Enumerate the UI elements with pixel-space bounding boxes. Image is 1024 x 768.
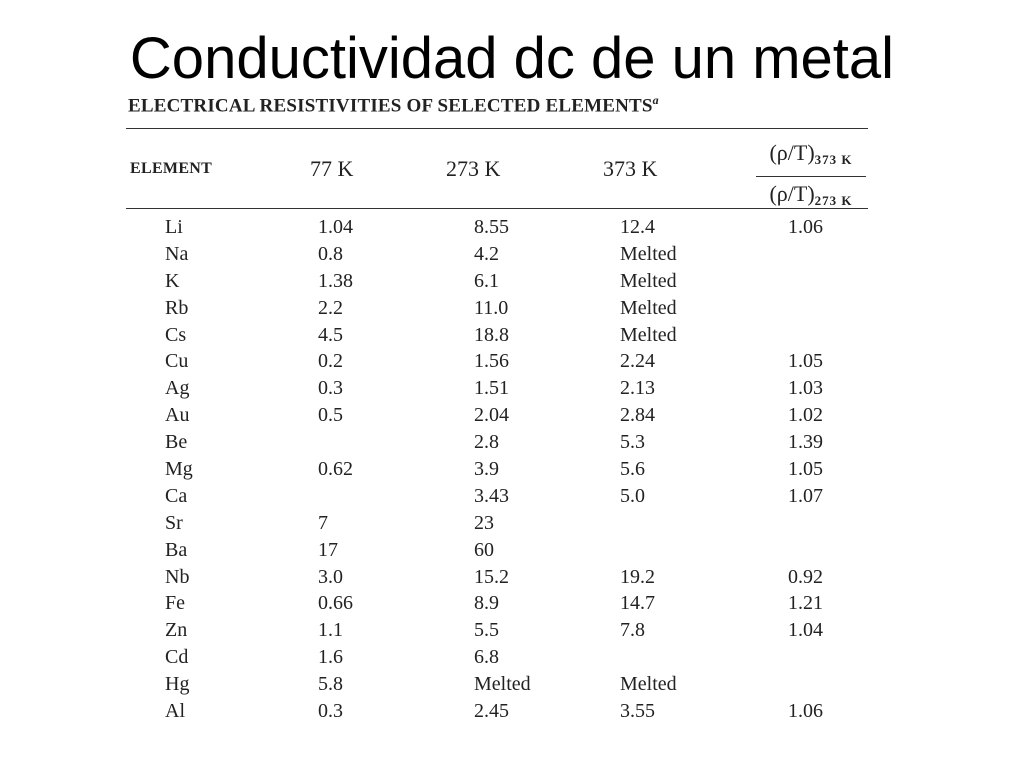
cell-77k: 17 bbox=[318, 538, 338, 561]
cell-373k: Melted bbox=[620, 242, 677, 265]
cell-77k: 0.8 bbox=[318, 242, 343, 265]
cell-273k: 4.2 bbox=[474, 242, 499, 265]
table-row bbox=[0, 698, 1024, 725]
cell-77k: 1.6 bbox=[318, 646, 343, 669]
cell-77k: 4.5 bbox=[318, 323, 343, 346]
cell-ratio: 1.07 bbox=[788, 484, 823, 507]
cell-373k: 2.84 bbox=[620, 404, 655, 427]
page-cutoff bbox=[0, 730, 1024, 768]
cell-373k: 2.24 bbox=[620, 350, 655, 373]
cell-77k: 3.0 bbox=[318, 565, 343, 588]
cell-273k: 1.56 bbox=[474, 350, 509, 373]
cell-77k: 2.2 bbox=[318, 296, 343, 319]
cell-77k: 1.04 bbox=[318, 216, 353, 238]
table-row bbox=[0, 456, 1024, 483]
table-row bbox=[0, 241, 1024, 268]
cell-273k: 3.43 bbox=[474, 484, 509, 507]
column-header-373k: 373 K bbox=[603, 156, 658, 181]
ratio-denominator bbox=[752, 179, 870, 216]
table-row bbox=[0, 429, 1024, 456]
table-body bbox=[0, 214, 1024, 725]
cell-373k: 19.2 bbox=[620, 565, 655, 588]
cell-373k: 5.3 bbox=[620, 431, 645, 454]
column-header-ratio bbox=[752, 138, 870, 216]
cell-ratio: 1.39 bbox=[788, 431, 823, 454]
cell-element: Be bbox=[165, 431, 188, 454]
cell-373k: 7.8 bbox=[620, 619, 645, 642]
cell-273k: 11.0 bbox=[474, 296, 509, 319]
cell-77k: 7 bbox=[318, 511, 328, 534]
cell-element: Ba bbox=[165, 538, 188, 561]
cell-273k: 2.04 bbox=[474, 404, 509, 427]
table-caption-text: ELECTRICAL RESISTIVITIES OF SELECTED ELEMENTS bbox=[128, 95, 653, 117]
cell-77k: 0.66 bbox=[318, 592, 353, 615]
table-row bbox=[0, 644, 1024, 671]
cell-373k: Melted bbox=[620, 269, 677, 292]
table-row bbox=[0, 214, 1024, 241]
cell-element: Cs bbox=[165, 323, 187, 346]
table-row bbox=[0, 564, 1024, 591]
cell-element: Cu bbox=[165, 350, 189, 373]
cell-ratio: 1.05 bbox=[788, 458, 823, 481]
cell-273k: Melted bbox=[474, 673, 531, 696]
cell-ratio: 1.05 bbox=[788, 350, 823, 373]
cell-373k: 5.6 bbox=[620, 458, 645, 481]
table-row bbox=[0, 590, 1024, 617]
column-header-element: ELEMENT bbox=[130, 160, 213, 177]
ratio-numerator bbox=[752, 138, 870, 175]
cell-element: Li bbox=[165, 216, 183, 238]
cell-77k: 0.2 bbox=[318, 350, 343, 373]
ratio-numerator-base: (ρ/T) bbox=[769, 140, 815, 165]
cell-element: Al bbox=[165, 700, 185, 723]
cell-373k: 5.0 bbox=[620, 484, 645, 507]
ratio-denominator-base: (ρ/T) bbox=[769, 181, 815, 206]
cell-373k: Melted bbox=[620, 296, 677, 319]
cell-element: Cd bbox=[165, 646, 189, 669]
cell-77k: 0.5 bbox=[318, 404, 343, 427]
cell-ratio: 1.04 bbox=[788, 619, 823, 642]
table-row bbox=[0, 322, 1024, 349]
column-header-77k: 77 K bbox=[310, 156, 354, 181]
cell-373k: Melted bbox=[620, 673, 677, 696]
cell-273k: 6.1 bbox=[474, 269, 499, 292]
cell-273k: 2.45 bbox=[474, 700, 509, 723]
cell-77k: 0.62 bbox=[318, 458, 353, 481]
cell-273k: 8.9 bbox=[474, 592, 499, 615]
cell-element: Nb bbox=[165, 565, 190, 588]
cell-273k: 2.8 bbox=[474, 431, 499, 454]
cell-77k: 1.1 bbox=[318, 619, 343, 642]
cell-77k: 5.8 bbox=[318, 673, 343, 696]
cell-373k: Melted bbox=[620, 323, 677, 346]
ratio-fraction-bar bbox=[756, 176, 866, 177]
cell-ratio: 1.06 bbox=[788, 700, 823, 723]
table-row bbox=[0, 348, 1024, 375]
cell-273k: 5.5 bbox=[474, 619, 499, 642]
table-row bbox=[0, 483, 1024, 510]
cell-ratio: 1.21 bbox=[788, 592, 823, 615]
cell-373k: 3.55 bbox=[620, 700, 655, 723]
cell-ratio: 1.02 bbox=[788, 404, 823, 427]
table-row bbox=[0, 295, 1024, 322]
cell-element: Zn bbox=[165, 619, 188, 642]
cell-273k: 15.2 bbox=[474, 565, 509, 588]
table-header-rule bbox=[126, 208, 868, 209]
slide-title: Conductividad dc de un metal bbox=[129, 26, 895, 91]
ratio-numerator-subscript: 373 K bbox=[814, 152, 853, 167]
cell-273k: 3.9 bbox=[474, 458, 499, 481]
cell-element: Fe bbox=[165, 592, 185, 615]
table-caption-footnote-mark: a bbox=[652, 93, 659, 107]
cell-element: Na bbox=[165, 242, 189, 265]
cell-element: Ca bbox=[165, 484, 188, 507]
cell-element: Hg bbox=[165, 673, 190, 696]
table-row bbox=[0, 510, 1024, 537]
ratio-denominator-subscript: 273 K bbox=[814, 193, 853, 208]
column-header-273k: 273 K bbox=[446, 156, 501, 181]
cell-element: Au bbox=[165, 404, 190, 427]
cell-373k: 2.13 bbox=[620, 377, 655, 400]
cell-273k: 8.55 bbox=[474, 216, 509, 238]
table-row bbox=[0, 537, 1024, 564]
cell-element: Sr bbox=[165, 511, 183, 534]
cell-ratio: 0.92 bbox=[788, 565, 823, 588]
cell-273k: 60 bbox=[474, 538, 494, 561]
cell-373k: 12.4 bbox=[620, 216, 655, 238]
cell-ratio: 1.03 bbox=[788, 377, 823, 400]
table-caption bbox=[128, 93, 659, 117]
table-row bbox=[0, 268, 1024, 295]
cell-273k: 23 bbox=[474, 511, 494, 534]
table-row bbox=[0, 671, 1024, 698]
cell-element: Rb bbox=[165, 296, 189, 319]
cell-77k: 0.3 bbox=[318, 377, 343, 400]
cell-273k: 6.8 bbox=[474, 646, 499, 669]
cell-element: Mg bbox=[165, 458, 193, 481]
cell-373k: 14.7 bbox=[620, 592, 655, 615]
cell-element: K bbox=[165, 269, 180, 292]
table-row bbox=[0, 402, 1024, 429]
table-row bbox=[0, 617, 1024, 644]
cell-273k: 1.51 bbox=[474, 377, 509, 400]
cell-273k: 18.8 bbox=[474, 323, 509, 346]
cell-ratio: 1.06 bbox=[788, 216, 823, 238]
cell-element: Ag bbox=[165, 377, 190, 400]
cell-77k: 1.38 bbox=[318, 269, 353, 292]
cell-77k: 0.3 bbox=[318, 700, 343, 723]
table-top-rule bbox=[126, 128, 868, 129]
table-row bbox=[0, 375, 1024, 402]
